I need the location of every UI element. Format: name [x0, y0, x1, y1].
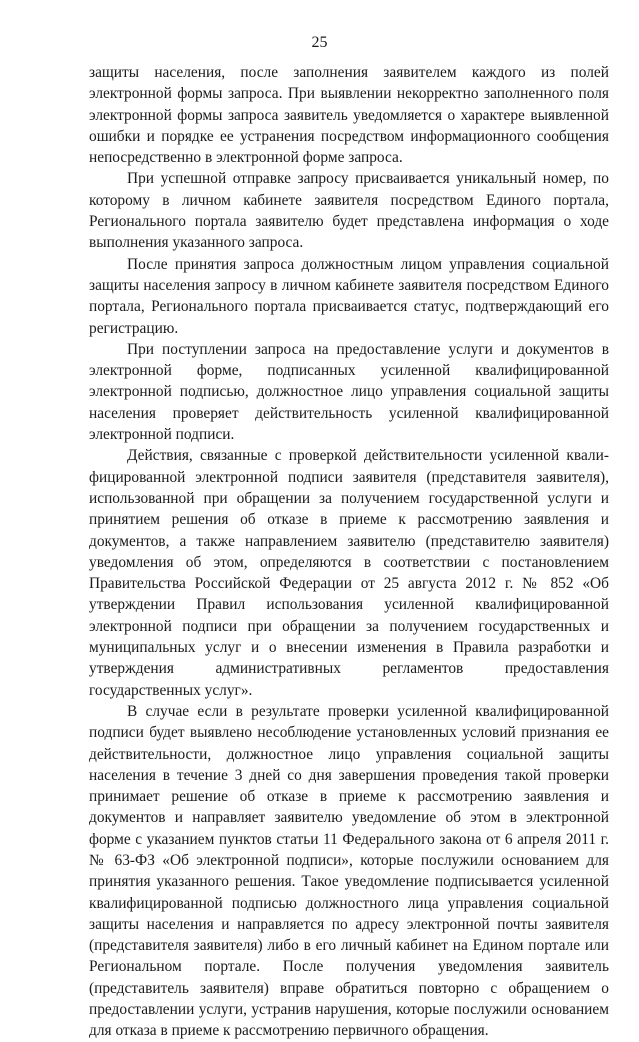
- paragraph-6: В случае если в результате проверки усиленной квалифицированной подписи будет выявлено несоблюдение установленных условий признания ее действительности, должностное лицо управления социальной защиты населения в течение 3 дней со дня завершения проведения такой проверки принимает решение об отказе в приеме к рассмотрению заявления и документов и направляет заявителю уведомление об этом в электронной форме с указанием пунктов статьи 11 Федерального закона от 6 апреля 2011 г. № 63-ФЗ «Об электронной подписи», которые послужили основанием для принятия указанного решения. Такое уведомление подписывается усиленной квалифицированной подписью должностного лица управления социальной защиты населения и направляется по адресу электронной почты заявителя (представителя заявителя) либо в его личный кабинет на Едином портале или Региональном портале. После получения уведомления заявитель (представитель заявителя) вправе обратиться повторно с обращением о предоставлении услуги, устранив нарушения, которые послужили основанием для отказа в приеме к рассмотрению первичного обращения.: [89, 702, 609, 1040]
- paragraph-5: Действия, связанные с проверкой действительности усиленной квалифицированной электронной подписи заявителя (представителя заявителя), использованной при обращении за получением государственной услуги и принятием решения об отказе в приеме к рассмотрению заявления и документов, а также направлением заявителю (представителю заявителя) уведомления об этом, определяются в соответствии с постановлением Правительства Российской Федерации от 25 августа 2012 г. № 852 «Об утверждении Правил использования усиленной квалифицированной электронной подписи при обращении за получением государственных и муниципальных услуг и о внесении изменения в Правила разработки и утверждения административных регламентов предоставления государственных услуг».: [89, 447, 609, 699]
- page-number: 25: [311, 34, 328, 51]
- paragraph-3: После принятия запроса должностным лицом управления социальной защиты населения запросу в личном кабинете заявителя посредством Единого портала, Регионального портала присваивается статус, подтверждающий его регистрацию.: [89, 255, 609, 337]
- document-body: [89, 62, 609, 1042]
- paragraph-2: При успешной отправке запросу присваивается уникальный номер, по которому в личном кабинете заявителя посредством Единого портала, Регионального портала заявителю будет представлена информация о ходе выполнения указанного запроса.: [89, 170, 609, 252]
- paragraph-1: защиты населения, после заполнения заявителем каждого из полей электронной формы запроса. При выявлении некорректно заполненного поля электронной формы запроса заявитель уведомляется о характере выявленной ошибки и порядке ее устранения посредством информационного сообщения непосредственно в электронной форме запроса.: [89, 64, 609, 167]
- paragraph-4: При поступлении запроса на предоставление услуги и документов в электронной форме, подписанных усиленной квалифицированной электронной подписью, должностное лицо управления социальной защиты населения проверяет действительность усиленной квалифицированной электронной подписи.: [89, 340, 609, 444]
